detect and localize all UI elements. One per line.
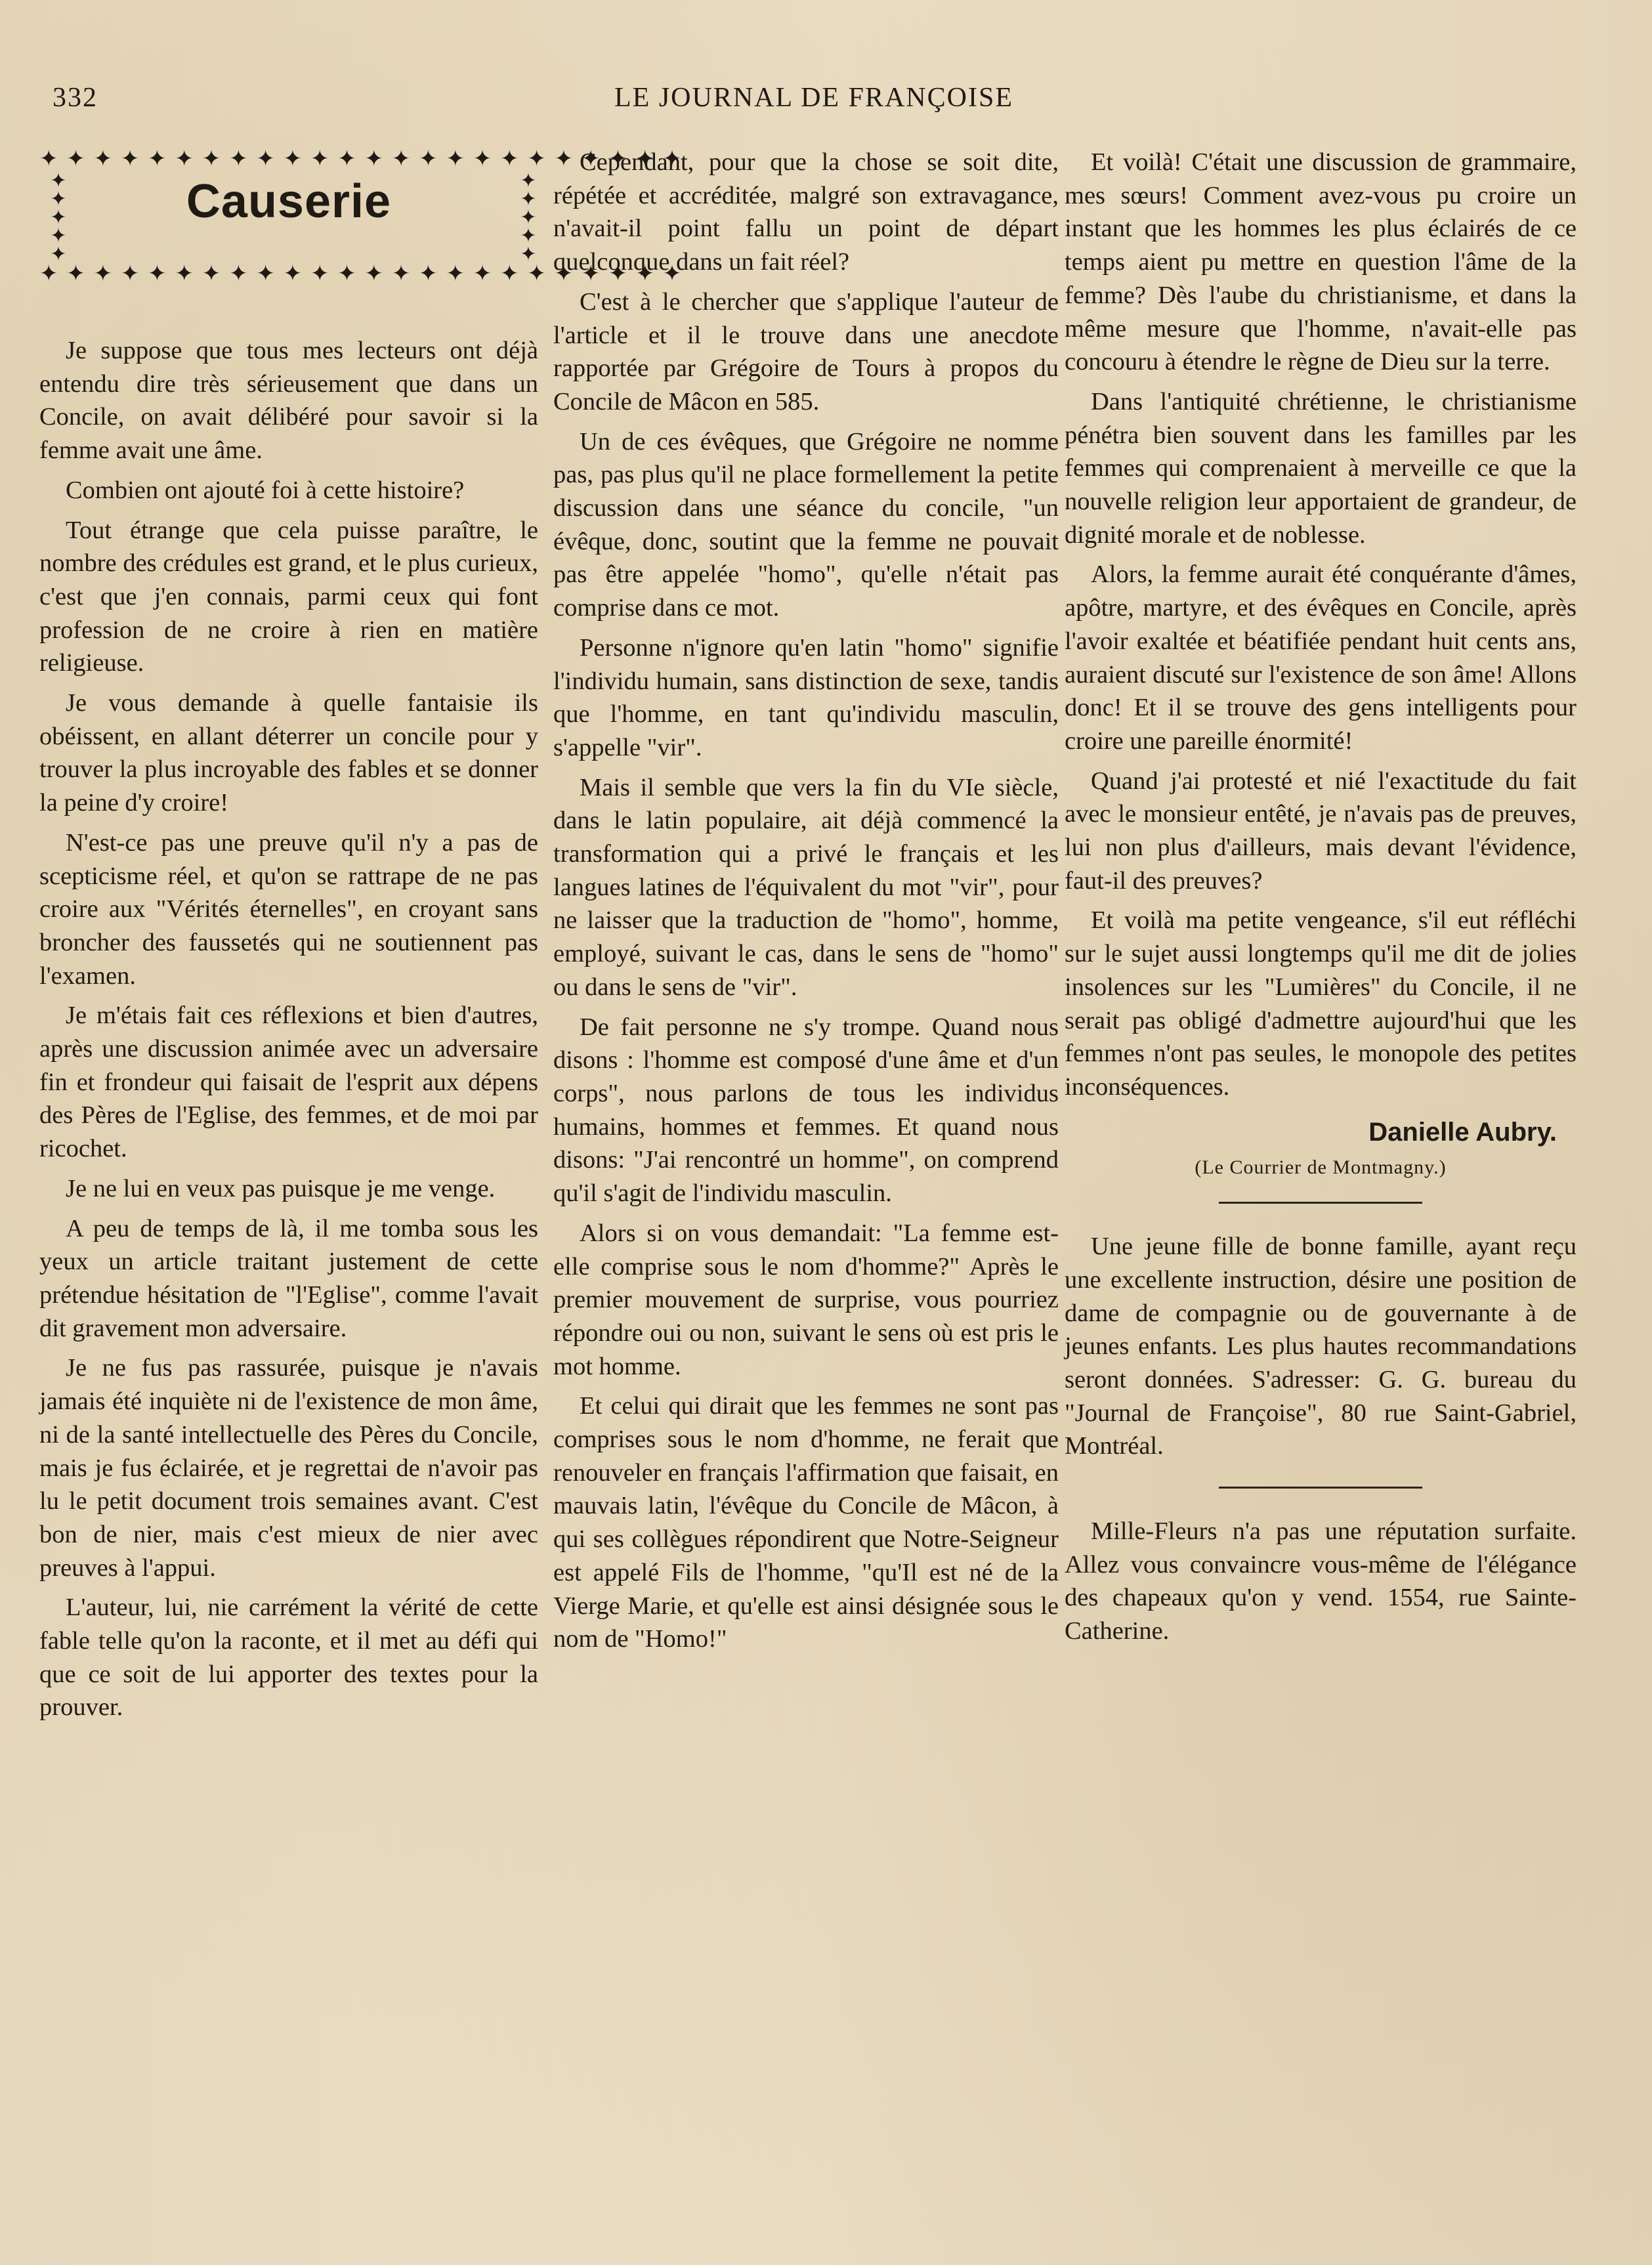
- paragraph: Et celui qui dirait que les femmes ne sont pas comprises sous le nom d'homme, ne ferait que renouveler en français l'affirmation que faisait, en mauvais latin, l'évêque du Concile de Mâcon, à qui ses collègues répondirent que Notre-Seigneur est appelé Fils de l'homme, "qu'Il est né de la Vierge Marie, et qu'elle est ainsi désignée sous le nom de "Homo!": [553, 1392, 1059, 1653]
- divider: [1219, 1487, 1422, 1489]
- column-3: [1065, 146, 1577, 1655]
- paragraph: Je suppose que tous mes lecteurs ont déjà entendu dire très sérieusement que dans un Concile, on avait délibéré pour savoir si la femme avait une âme.: [39, 337, 538, 465]
- paragraph: Je vous demande à quelle fantaisie ils obéissent, en allant déterrer un concile pour y trouver la plus incroyable des fables et se donner la peine d'y croire!: [39, 689, 538, 817]
- ornament-glyph: ✦: [50, 206, 67, 229]
- causerie-title-box: [39, 146, 683, 287]
- paragraph: Cependant, pour que la chose se soit dite, répétée et accréditée, malgré son extravagance, n'avait-il point fallu un point de départ quelconque dans un fait réel?: [553, 148, 1059, 276]
- paragraph: Et voilà ma petite vengeance, s'il eut réfléchi sur le sujet aussi longtemps qu'il me dit de jolies insolences sur les "Lumières" du Concile, il ne serait pas obligé d'admettre aujourd'hui que les femmes n'ont pas seules, le monopole des petites inconséquences.: [1065, 906, 1577, 1101]
- page-header: [53, 75, 1575, 121]
- paragraph: Mais il semble que vers la fin du VIe siècle, dans le latin populaire, ait déjà commencé la transformation qui a privé le français et les langues latines de l'équivalent du mot "vir", pour ne laisser que la traduction de "homo", homme, employé, suivant le cas, dans le sens de "homo" ou dans le sens de "vir".: [553, 773, 1059, 1001]
- ornament-glyph: ✦: [50, 188, 67, 211]
- ornament-glyph: ✦: [520, 188, 537, 211]
- notice-paragraph: Une jeune fille de bonne famille, ayant reçu une excellente instruction, désire une position de dame de compagnie ou de gouvernante à de jeunes enfants. Les plus hautes recommandations seront données. S'adresser: G. G. bureau du "Journal de Françoise", 80 rue Saint-Gabriel, Montréal.: [1065, 1233, 1577, 1460]
- paragraph: Je ne lui en veux pas puisque je me venge.: [66, 1174, 496, 1202]
- article-source: (Le Courrier de Montmagny.): [1195, 1156, 1447, 1179]
- ornament-glyph: ✦: [50, 243, 67, 266]
- paragraph: L'auteur, lui, nie carrément la vérité de cette fable telle qu'on la raconte, et il met au défi qui que ce soit de lui apporter des textes pour la prouver.: [39, 1594, 538, 1722]
- column-1: [39, 146, 683, 1731]
- paragraph: Alors, la femme aurait été conquérante d'âmes, apôtre, martyre, et des évêques en Concile, après l'avoir exaltée et béatifiée pendant huit cents ans, auraient discuté sur l'existence de son âme! Allons donc! Et il se trouve des gens intelligents pour croire une pareille énormité!: [1065, 561, 1577, 755]
- ornament-glyph: ✦: [520, 224, 537, 247]
- paragraph: Tout étrange que cela puisse paraître, le nombre des crédules est grand, et le plus curieux, c'est que j'en connais, parmi ceux qui font profession de ne croire à rien en matière religieuse.: [39, 516, 538, 677]
- ornament-border-bottom: ✦ ✦ ✦ ✦ ✦ ✦ ✦ ✦ ✦ ✦ ✦ ✦ ✦ ✦ ✦ ✦ ✦ ✦ ✦ ✦ ✦ ✦ ✦ ✦: [39, 261, 683, 287]
- paragraph: Je ne fus pas rassurée, puisque je n'avais jamais été inquiète ni de l'existence de mon âme, ni de la santé intellectuelle des Pères du Concile, mais je fus éclairée, et je regrettai de n'avoir pas lu le petit document trois semaines avant. C'est bon de nier, mais c'est mieux de nier avec preuves à l'appui.: [39, 1354, 538, 1582]
- paragraph: Personne n'ignore qu'en latin "homo" signifie l'individu humain, sans distinction de sexe, tandis que l'homme, en tant qu'individu masculin, s'appelle "vir".: [553, 633, 1059, 761]
- paragraph: Combien ont ajouté foi à cette histoire?: [66, 476, 465, 504]
- journal-title: LE JOURNAL DE FRANÇOISE: [614, 83, 1013, 113]
- ornament-border-top: ✦ ✦ ✦ ✦ ✦ ✦ ✦ ✦ ✦ ✦ ✦ ✦ ✦ ✦ ✦ ✦ ✦ ✦ ✦ ✦ ✦ ✦ ✦ ✦: [39, 146, 683, 172]
- column-2: [553, 146, 1059, 1662]
- paragraph: Dans l'antiquité chrétienne, le christianisme pénétra bien souvent dans les familles par les femmes qui comprenaient à merveille ce que la nouvelle religion leur apportaient de grandeur, de dignité morale et de noblesse.: [1065, 387, 1577, 549]
- notice-paragraph: Mille-Fleurs n'a pas une réputation surfaite. Allez vous convaincre vous-même de l'élégance des chapeaux qu'on y vend. 1554, rue Sainte-Catherine.: [1065, 1517, 1577, 1645]
- paragraph: Je m'étais fait ces réflexions et bien d'autres, après une discussion animée avec un adversaire fin et frondeur qui faisait de l'esprit aux dépens des Pères de l'Eglise, des femmes, et de moi par ricochet.: [39, 1002, 538, 1163]
- paragraph: A peu de temps de là, il me tomba sous les yeux un article traitant justement de cette prétendue hésitation de "l'Eglise", comme l'avait dit gravement mon adversaire.: [39, 1214, 538, 1342]
- paragraph: N'est-ce pas une preuve qu'il n'y a pas de scepticisme réel, et qu'on se rattrape de ne pas croire aux "Vérités éternelles", en croyant sans broncher des faussetés qui ne soutiennent pas l'examen.: [39, 828, 538, 990]
- paragraph: Et voilà! C'était une discussion de grammaire, mes sœurs! Comment avez-vous pu croire un instant que les hommes les plus éclairés de ce temps aient pu mettre en question l'âme de la femme? Dès l'aube du christianisme, et dans la même mesure que l'homme, n'avait-elle pas concouru à étendre le règne de Dieu sur la terre.: [1065, 148, 1577, 376]
- paragraph: Quand j'ai protesté et nié l'exactitude du fait avec le monsieur entêté, je n'avais pas de preuves, lui non plus d'ailleurs, mais devant l'évidence, faut-il des preuves?: [1065, 767, 1577, 895]
- ornament-glyph: ✦: [520, 243, 537, 266]
- page-number: 332: [53, 83, 98, 113]
- divider: [1219, 1202, 1422, 1204]
- author-signature: Danielle Aubry.: [1368, 1117, 1557, 1147]
- ornament-glyph: ✦: [50, 169, 67, 192]
- paragraph: C'est à le chercher que s'applique l'auteur de l'article et il le trouve dans une anecdote rapportée par Grégoire de Tours à propos du Concile de Mâcon en 585.: [553, 287, 1059, 415]
- ornament-glyph: ✦: [520, 169, 537, 192]
- paragraph: Un de ces évêques, que Grégoire ne nomme pas, pas plus qu'il ne place formellement la petite discussion dans une séance du concile, "un évêque, donc, soutint que la femme ne pouvait pas être appelée "homo", qu'elle n'était pas comprise dans ce mot.: [553, 427, 1059, 622]
- ornament-glyph: ✦: [520, 206, 537, 229]
- paragraph: De fait personne ne s'y trompe. Quand nous disons : l'homme est composé d'une âme et d'un corps", nous parlons de tous les individus humains, hommes et femmes. Et quand nous disons: "J'ai rencontré un homme", on comprend qu'il s'agit de l'individu masculin.: [553, 1013, 1059, 1208]
- paragraph: Alors si on vous demandait: "La femme est-elle comprise sous le nom d'homme?" Après le premier mouvement de surprise, vous pourriez répondre oui ou non, suivant le sens où est pris le mot homme.: [553, 1219, 1059, 1380]
- article-title: Causerie: [186, 175, 392, 228]
- ornament-glyph: ✦: [50, 224, 67, 247]
